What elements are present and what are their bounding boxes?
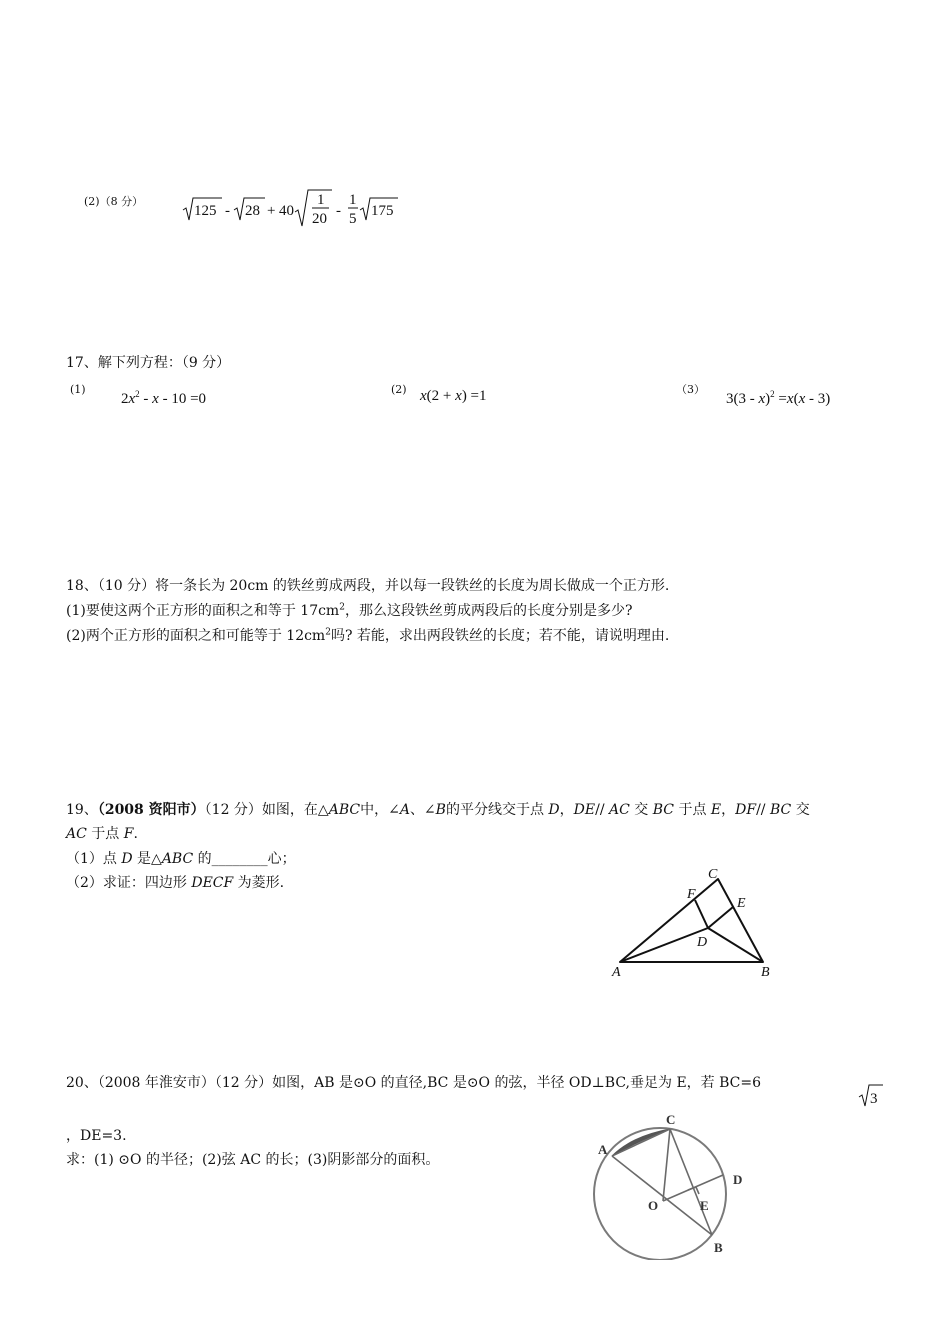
q19-subquestion-2: （2）求证：四边形 DECF 为菱形.: [66, 875, 285, 891]
point-label-a: A: [598, 1142, 608, 1157]
point-label-b: B: [761, 965, 770, 980]
minus-sign-2: -: [336, 203, 341, 219]
sqrt-radicand: 3: [870, 1091, 878, 1107]
q20-circle-figure: [590, 1110, 760, 1260]
point-label-o: O: [648, 1198, 659, 1213]
segment-ad: [620, 928, 708, 962]
q19-line2: AC 于点 F.: [66, 826, 138, 842]
q19-triangle-figure: [605, 862, 790, 982]
q17-equation-1: $2x^2 - x - 10 =0$: [121, 389, 207, 407]
fraction2-numerator: 1: [349, 192, 357, 208]
q18-line3: (2)两个正方形的面积之和可能等于 $12cm^2$吗? 若能，求出两段铁丝的长度；若不能，请说明理由.: [66, 627, 670, 644]
q16-part2-label: (2)（8 分）: [84, 195, 144, 208]
fraction-numerator: 1: [317, 192, 325, 208]
q17-equation-3: 3(3 - x)$^2$ =x(x - 3): [726, 389, 831, 407]
radicand-125: 125: [194, 203, 217, 219]
q18-line1: 18、（10 分）将一条长为 20cm 的铁丝剪成两段，并以每一段铁丝的长度为周长做成一个正方形.: [66, 578, 670, 594]
point-label-f: F: [687, 887, 696, 902]
segment-df: [695, 900, 708, 928]
q17-part3-label: （3）: [676, 383, 705, 396]
q20-line1: 20、（2008 年淮安市）（12 分）如图，AB 是⊙O 的直径,BC 是⊙O 的弦，半径 OD⊥BC,垂足为 E，若 BC=6: [66, 1075, 762, 1091]
minus-sign: -: [225, 203, 230, 219]
point-label-c: C: [666, 1112, 676, 1127]
q20-line3: 求：(1) ⊙O 的半径；(2)弦 AC 的长；(3)阴影部分的面积。: [66, 1152, 440, 1168]
q20-sqrt-three: [857, 1082, 885, 1108]
radicand-175: 175: [371, 203, 394, 219]
chord-ac: [612, 1129, 670, 1156]
q17-part2-label: (2): [391, 383, 407, 396]
segment-de: [708, 907, 733, 928]
right-angle-mark: [688, 1187, 699, 1194]
radicand-28: 28: [245, 203, 260, 219]
q19-subquestion-1: （1）点 D 是△ABC 的________心；: [66, 851, 296, 867]
point-label-d: D: [697, 935, 708, 950]
point-label-c: C: [708, 867, 718, 882]
plus-sign: +: [267, 203, 276, 219]
point-label-e: E: [737, 896, 746, 911]
q17-part1-label: (1): [70, 383, 86, 396]
q17-equation-2: x(2 + x) =1: [420, 388, 487, 404]
q20-line2: ，DE=3.: [66, 1128, 127, 1144]
q16-radical-expression: [178, 186, 408, 230]
fraction-denominator: 20: [312, 211, 327, 227]
q19-line1: 19、（2008 资阳市）（12 分）如图，在△ABC中，∠A、∠B的平分线交于点 D，DE// AC 交 BC 于点 E，DF// BC 交: [66, 802, 810, 818]
fraction2-denominator: 5: [349, 211, 357, 227]
q17-title: 17、解下列方程：（9 分）: [66, 355, 231, 371]
point-label-b: B: [714, 1240, 723, 1255]
point-label-a: A: [612, 965, 621, 980]
q18-line2: (1)要使这两个正方形的面积之和等于 $17cm^2$，那么这段铁丝剪成两段后的长度分别是多少?: [66, 602, 633, 619]
coefficient-40: 40: [279, 203, 294, 219]
segment-oc: [663, 1129, 670, 1201]
point-label-d: D: [733, 1172, 743, 1187]
point-label-e: E: [700, 1198, 709, 1213]
